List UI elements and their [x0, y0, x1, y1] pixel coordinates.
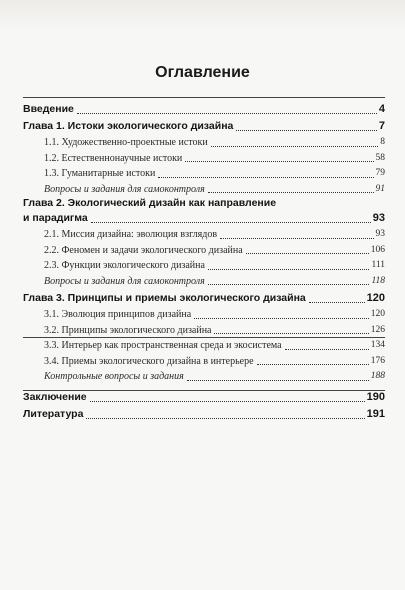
toc-chapter-3[interactable]: [23, 290, 385, 307]
dot-leader: [77, 113, 377, 114]
dot-leader: [208, 192, 374, 193]
toc-section-title: 3.1. Эволюция принципов дизайна: [44, 309, 192, 320]
dot-leader: [185, 161, 373, 162]
toc-page-number: 93: [375, 229, 385, 239]
toc-section[interactable]: [23, 166, 385, 182]
dot-leader: [309, 302, 365, 303]
toc-page-number: 8: [380, 137, 385, 147]
toc-page-number: 120: [370, 309, 385, 319]
toc-page-number: 58: [375, 152, 385, 163]
toc-entry-introduction[interactable]: [23, 101, 385, 118]
dot-leader: [214, 333, 368, 334]
toc-questions[interactable]: [23, 182, 385, 198]
toc-section[interactable]: [23, 354, 385, 370]
toc-section[interactable]: [23, 307, 385, 323]
page-title: Оглавление: [155, 64, 250, 81]
toc-page-number: 190: [366, 390, 385, 403]
dot-leader: [246, 253, 369, 254]
dot-leader: [91, 222, 371, 223]
dot-leader: [187, 380, 369, 381]
toc-section-title: Вопросы и задания для самоконтроля: [44, 275, 205, 287]
dot-leader: [86, 418, 364, 419]
toc-page-number: 188: [370, 371, 385, 381]
toc-page-number: 134: [370, 340, 385, 350]
dot-leader: [208, 284, 370, 285]
dot-leader: [194, 318, 369, 319]
toc-entry-conclusion[interactable]: [23, 389, 385, 406]
toc-chapter-title-continued: и парадигма: [23, 212, 88, 224]
toc-chapter-title: Глава 1. Истоки экологического дизайна: [23, 120, 234, 132]
toc-page-number: 93: [372, 212, 385, 224]
toc-section-title: 1.1. Художественно-проектные истоки: [44, 137, 208, 148]
toc-section[interactable]: [23, 258, 385, 274]
toc-section[interactable]: [23, 243, 385, 259]
dot-leader: [236, 130, 377, 131]
toc-section[interactable]: [23, 227, 385, 243]
toc-page-number: 111: [371, 260, 385, 270]
toc-page-number: 79: [375, 168, 385, 178]
dot-leader: [285, 349, 369, 350]
toc-section-title: 1.2. Естественнонаучные истоки: [44, 152, 183, 164]
toc-section-title: 3.3. Интерьер как пространственная среда и экосистема: [44, 340, 282, 351]
toc-section-title: 1.3. Гуманитарные истоки: [44, 168, 156, 179]
toc-page-number: 118: [371, 275, 385, 286]
toc-questions[interactable]: [23, 274, 385, 290]
toc-chapter-2[interactable]: [23, 197, 385, 227]
toc-page-number: 4: [378, 103, 385, 115]
divider-top: [23, 97, 385, 98]
toc-page-number: 91: [375, 183, 385, 194]
previous-page-bleed: [0, 0, 405, 32]
dot-leader: [257, 364, 369, 365]
toc-section-title: 2.1. Миссия дизайна: эволюция взглядов: [44, 229, 218, 240]
toc-entry-title: Заключение: [23, 390, 87, 403]
toc-page-number: 120: [366, 292, 385, 304]
dot-leader: [220, 238, 373, 239]
toc-chapter-title: Глава 3. Принципы и приемы экологического дизайна: [23, 292, 306, 304]
toc-chapter-title: Глава 2. Экологический дизайн как направление: [23, 197, 277, 209]
dot-leader: [158, 177, 373, 178]
table-of-contents: [23, 101, 385, 423]
toc-chapter-1[interactable]: [23, 118, 385, 135]
toc-page-number: 126: [370, 324, 385, 335]
toc-section[interactable]: [23, 135, 385, 151]
toc-section-title: 2.2. Феномен и задачи экологического дизайна: [44, 244, 243, 256]
toc-section-title: 3.2. Принципы экологического дизайна: [44, 324, 212, 336]
dot-leader: [208, 269, 370, 270]
toc-section-title: 3.4. Приемы экологического дизайна в интерьере: [44, 355, 254, 367]
toc-section-title: Вопросы и задания для самоконтроля: [44, 183, 205, 195]
toc-page-number: 7: [378, 120, 385, 132]
toc-questions[interactable]: [23, 369, 385, 385]
toc-entry-title: Литература: [23, 407, 84, 420]
toc-entry-references[interactable]: [23, 406, 385, 423]
toc-page-number: 176: [370, 355, 385, 366]
toc-entry-title: Введение: [23, 103, 74, 115]
toc-section[interactable]: [23, 338, 385, 354]
toc-section[interactable]: [23, 323, 385, 339]
dot-leader: [90, 401, 365, 402]
toc-section-title: 2.3. Функции экологического дизайна: [44, 260, 205, 271]
toc-page-number: 106: [370, 244, 385, 255]
toc-page-number: 191: [366, 407, 385, 420]
toc-section[interactable]: [23, 151, 385, 167]
toc-section-title: Контрольные вопросы и задания: [44, 371, 184, 382]
dot-leader: [211, 146, 379, 147]
